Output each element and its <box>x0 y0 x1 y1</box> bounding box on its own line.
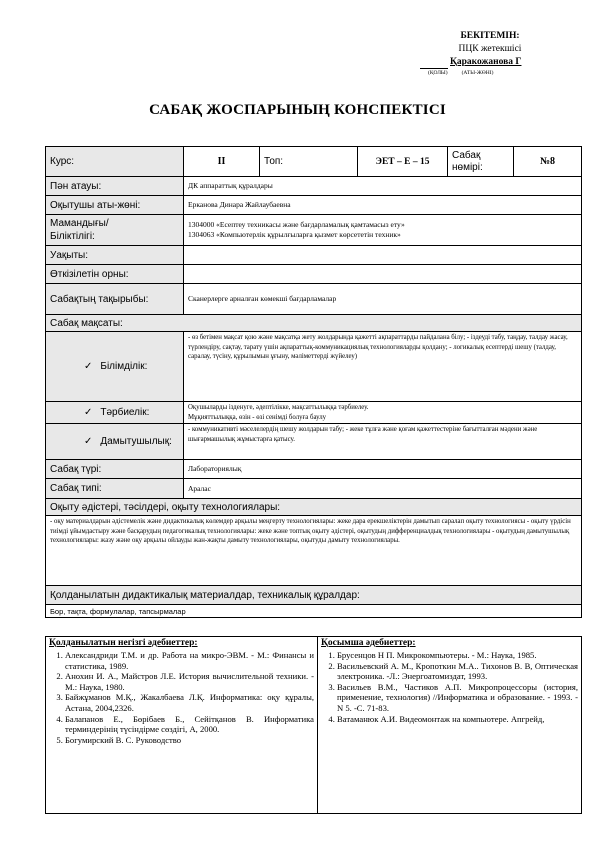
extra-literature-item: 4. Ватаманюк А.И. Видеомонтаж на компьютере. Апгрейд, <box>337 714 578 725</box>
subject-label: Пән атауы: <box>46 177 184 196</box>
approval-captions <box>428 69 580 77</box>
literature-table <box>45 636 582 814</box>
teacher-label: Оқытушы аты-жөні: <box>46 196 184 215</box>
materials-header-row <box>46 586 582 605</box>
goal-upbr-label <box>46 402 184 424</box>
extra-literature-item: 3. Васильев В.М., Частиков А.П. Микропроцессоры (история, применение, технология) //Информатика и образование. - 1993. -N 5. -С. 71-83. <box>337 682 578 714</box>
extra-literature-item: 2. Васильевский А. М., Кропоткин М.А.. Тихонов В. В, Оптическая электроника. -Л.: Энергоатомиздат, 1993. <box>337 661 578 682</box>
teacher-value: Ерканова Динара Жайлаубаевна <box>184 196 582 215</box>
checkmark-icon: ✓ <box>84 436 93 447</box>
goal-dev-row <box>46 424 582 460</box>
specialty-row <box>46 215 582 246</box>
goal-edu-label <box>46 332 184 402</box>
extra-literature-list <box>321 650 578 724</box>
specialty-label <box>46 215 184 246</box>
time-row <box>46 246 582 265</box>
group-value: ЭЕТ – Е – 15 <box>358 147 448 177</box>
lesson-type-label: Сабақ түрі: <box>46 460 184 479</box>
signature-line <box>420 58 448 69</box>
lesson-type-value: Лабораториялық <box>184 460 582 479</box>
materials-row <box>46 605 582 618</box>
goal-edu-row <box>46 332 582 402</box>
main-literature-item: 1. Александриди Т.М. и др. Работа на микро-ЭВМ. - М.: Финансы и статистика, 1989. <box>65 650 314 671</box>
lesson-kind-value: Аралас <box>184 479 582 499</box>
methods-text: - оқу материалдарын әдістемелік және дидактикалық көлемдер арқылы меңгерту технологиялары: жеке дара ерекшеліктерін дамытып саралап оқыту технологиясы - оқыту үрдісін тиімді ұйымдастыру және басқарудың педагогикалық технологиялары: жеке және топтық оқыту әдістері, оқытудың дифференциалдық технологиялары - оқытудың дамытушылық технологиялары: жазу және оқу арқылы ойлауды жан-жақты дамыту технологиялары, оқытуды дамыту технологиялары. <box>46 516 582 586</box>
goal-upbr-line1: Оқушыларды ізденуге, әдептілікке, мақсаттылыққа тәрбиелеу. <box>188 404 369 411</box>
main-literature-list <box>49 650 314 745</box>
lesson-number-label: Сабақ нөмірі: <box>448 147 514 177</box>
extra-literature-cell <box>318 637 582 814</box>
checkmark-icon: ✓ <box>84 407 93 418</box>
sign-caption: (ҚОЛЫ) <box>428 70 448 76</box>
goal-header-row <box>46 315 582 332</box>
extra-literature-item: 1. Брусенцов Н П. Микрокомпьютеры. - М.: Наука, 1985. <box>337 650 578 661</box>
subject-value: ДК аппараттық құралдары <box>184 177 582 196</box>
approval-signature-row <box>420 56 580 69</box>
group-label: Топ: <box>260 147 358 177</box>
main-literature-item: 5. Богумирский В. С. Руководство <box>65 735 314 746</box>
approval-role: ПЦК жетекшісі <box>458 44 522 54</box>
name-caption: (АТЫ-ЖӨНІ) <box>461 70 494 76</box>
course-value: II <box>184 147 260 177</box>
place-row <box>46 265 582 284</box>
specialty-line1: 1304000 «Есептеу техникасы және бағдарламалық қамтамасыз ету» <box>188 220 405 229</box>
teacher-row <box>46 196 582 215</box>
subject-row <box>46 177 582 196</box>
approval-block <box>420 30 580 77</box>
lesson-number-value: №8 <box>514 147 582 177</box>
specialty-label-line2: Біліктілігі: <box>50 231 95 242</box>
document-title: САБАҚ ЖОСПАРЫНЫҢ КОНСПЕКТІСІ <box>149 102 446 118</box>
lesson-kind-label: Сабақ типі: <box>46 479 184 499</box>
goal-upbr-line2: Мұқияттылыққа, өзін - өзі сенімді болуға баулу <box>188 413 327 421</box>
goal-edu-label-text: Білімділік: <box>100 361 148 372</box>
main-literature-item: 2. Анохин И. А., Майстров Л.Е. История вычислительной техники. - М.: Наука, 1980. <box>65 671 314 692</box>
time-label: Уақыты: <box>46 246 184 265</box>
place-value <box>184 265 582 284</box>
topic-label: Сабақтың тақырыбы: <box>46 284 184 315</box>
goal-dev-text: - коммуникативті мәселелердің шешу жолдарын табу; - жеке тұлға және қоғам қажеттестеріне бағытталған мәдени және шығармашылық жұмыстарға қатысу. <box>184 424 582 460</box>
goal-upbr-label-text: Тәрбиелік: <box>100 407 150 418</box>
main-literature-title: Қолданылатын негізгі әдебиеттер: <box>49 638 198 648</box>
checkmark-icon: ✓ <box>84 361 93 372</box>
time-value <box>184 246 582 265</box>
goal-dev-label <box>46 424 184 460</box>
materials-header: Қолданылатын дидактикалық материалдар, техникалық құралдар: <box>46 586 582 605</box>
specialty-value <box>184 215 582 246</box>
materials-text: Бор, тақта, формулалар, тапсырмалар <box>46 605 582 618</box>
approval-name: Қаракожанова Г <box>450 57 522 67</box>
extra-literature-title: Қосымша әдебиеттер: <box>321 638 416 648</box>
main-literature-cell <box>46 637 318 814</box>
lesson-plan-table <box>45 146 582 618</box>
lesson-type-row <box>46 460 582 479</box>
goal-edu-text: - өз бетімен мақсат қою және мақсатқа жету жолдарында қажетті ақпараттарды пайдалана білу; - іздеуді табу, таңдау, талдау жасау, түрлендіру, сақтау, тарату үшін ақпараттық-коммуникациялық технологияларды қолдану; - логикалық есептерді шешу (талдау, саралау, түсіну, құрылымын ұғыну, мәліметтерді жүйелеу) <box>184 332 582 402</box>
specialty-label-line1: Мамандығы/ <box>50 218 109 229</box>
topic-value: Сканерлерге арналған көмекші бағдарламалар <box>184 284 582 315</box>
goal-upbr-text <box>184 402 582 424</box>
main-literature-item: 4. Балапанов Е., Бөрібаев Б., Сейітқанов В. Информатика терминдерінің түсіндірме сөздігі, А, 2000. <box>65 714 314 735</box>
lesson-kind-row <box>46 479 582 499</box>
goal-header: Сабақ мақсаты: <box>46 315 582 332</box>
course-label: Курс: <box>46 147 184 177</box>
place-label: Өткізілетін орны: <box>46 265 184 284</box>
literature-row <box>46 637 582 814</box>
methods-row <box>46 516 582 586</box>
approval-title: БЕКІТЕМІН: <box>460 31 520 41</box>
methods-header-row <box>46 499 582 516</box>
goal-upbr-row <box>46 402 582 424</box>
topic-row <box>46 284 582 315</box>
goal-dev-label-text: Дамытушылық: <box>100 436 172 447</box>
methods-header: Оқыту әдістері, тәсілдері, оқыту технологиялары: <box>46 499 582 516</box>
course-row <box>46 147 582 177</box>
specialty-line2: 1304063 «Компьютерлік құрылғыларға қызмет көрсететін техник» <box>188 230 401 239</box>
main-literature-item: 3. Байжұманов М.Қ., Жакалбаева Л.Қ. Информатика: оқу құралы, Астана, 2004,2326. <box>65 692 314 713</box>
